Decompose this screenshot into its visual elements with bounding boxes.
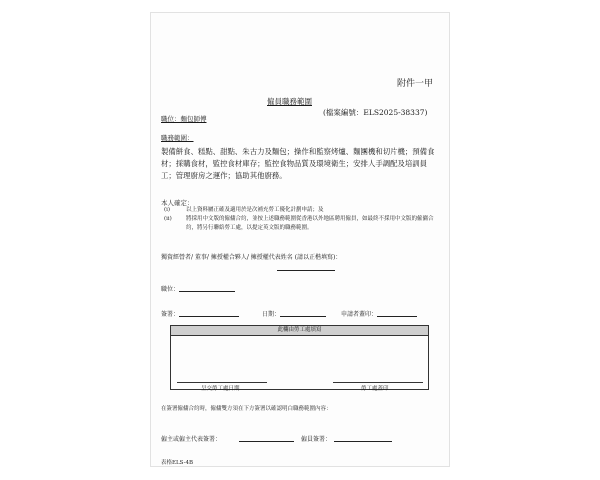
date-line[interactable] [280, 316, 326, 317]
document-title: 僱員職務範圍 [267, 97, 312, 106]
confirm-heading: 本人確定： [161, 199, 194, 207]
employee-sign-line[interactable] [334, 441, 392, 442]
sign-line[interactable] [179, 316, 239, 317]
signer-name-label: 獨資經營者/ 董事/ 擁授權合夥人/ 擁授權代表姓名 (請以正楷填寫)： [161, 254, 342, 261]
sign-label: 簽署： [161, 311, 180, 318]
document-page [150, 12, 450, 467]
annex-label: 附件一甲 [397, 79, 434, 89]
office-stamp-line [333, 382, 423, 383]
submission-date-label: 呈交勞工處日期 [201, 386, 240, 392]
scope-heading: 職務範圍： [161, 134, 194, 142]
contract-note: 在簽署僱傭合約時，僱傭雙方須在下方簽署以確認明白職務範圍內容： [161, 406, 332, 412]
applicant-stamp-label: 申請者蓋印： [341, 311, 378, 318]
office-use-header: 此欄由勞工處填寫 [171, 326, 428, 336]
employer-sign-line[interactable] [239, 441, 294, 442]
post-title: 職位：麵包師傅 [161, 115, 207, 123]
item-number: (ii) [164, 216, 172, 222]
scope-text: 製備餅食、糕點、甜點、朱古力及麵包；操作和監察烤爐、麵團機和切片機；預備食材；採購食材，監控食材庫存；監控食物品質及環境衛生；安排人手調配及培訓員工；管理廚房之運作；協助其他廚務。 [161, 147, 435, 180]
position-label: 職位： [161, 286, 180, 293]
applicant-stamp-line[interactable] [377, 316, 417, 317]
item-text: 將採用中文版的僱傭合約，並按上述職務範圍從香港以外地區聘用僱員，如最終不採用中文版的僱傭合約，將另行聯絡勞工處，以提定英文版的職務範圍。 [186, 216, 434, 231]
item-text: 以上資料屬正確及適用於是次補充勞工優化計劃申請；及 [186, 207, 324, 213]
date-label: 日期： [262, 311, 281, 318]
employee-sign-label: 僱員簽署： [301, 436, 332, 443]
submission-date-line [177, 382, 267, 383]
position-line[interactable] [179, 291, 235, 292]
file-number: (檔案編號：ELS2025-38337) [323, 108, 428, 117]
office-use-box [170, 325, 429, 390]
office-stamp-label: 勞工處蓋印 [361, 386, 389, 392]
employer-sign-label: 僱主或僱主代表簽署： [161, 436, 222, 443]
form-code: 表格ELS-4B [161, 460, 194, 466]
item-number: (i) [164, 207, 171, 213]
signer-name-line[interactable] [277, 270, 335, 271]
